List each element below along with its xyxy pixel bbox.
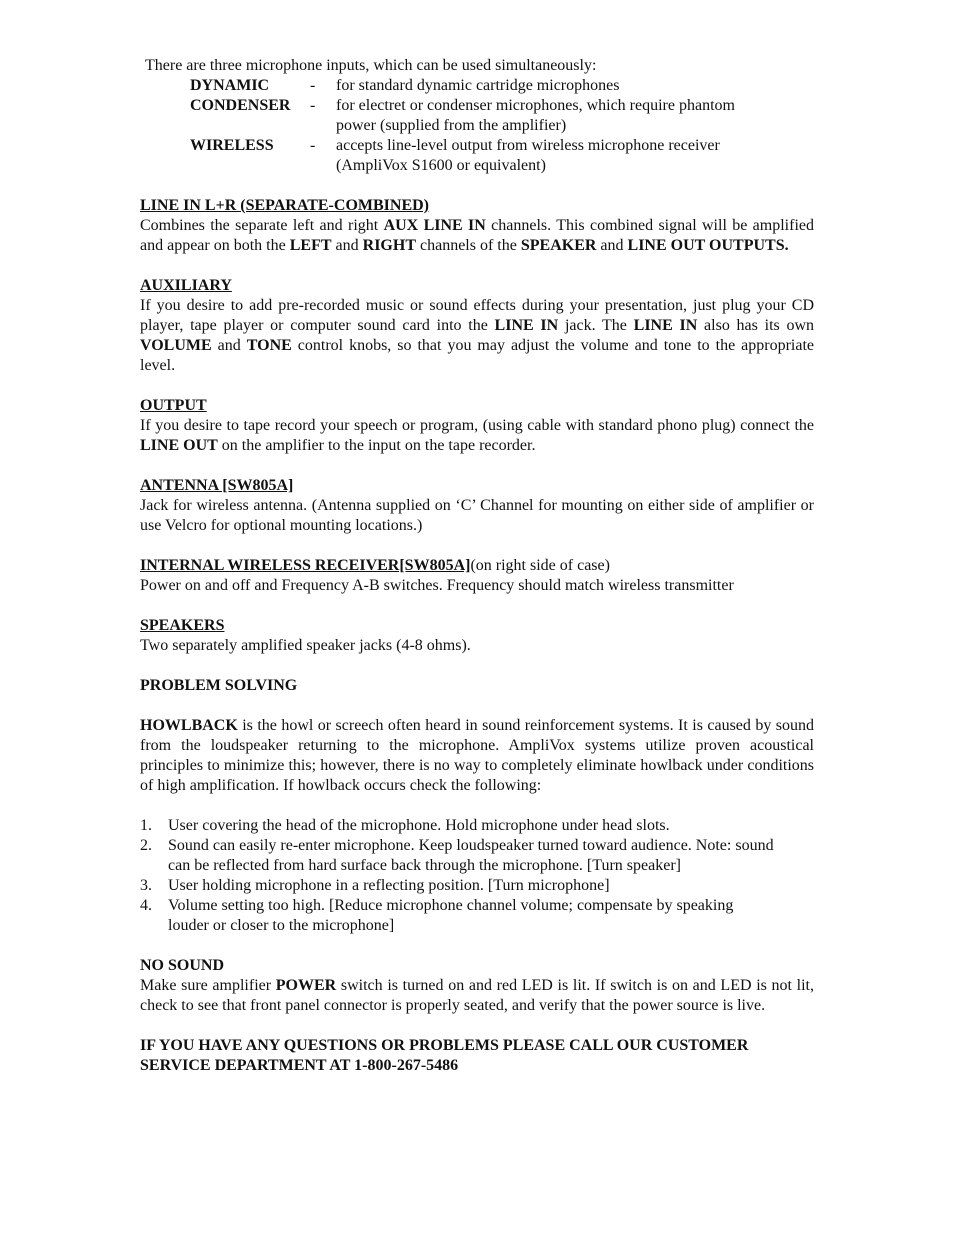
section-checklist [140,816,814,936]
section-antenna [140,476,814,536]
text-run: channels of the [415,237,521,254]
bold-term: LINE IN [633,317,698,334]
section-line-in [140,196,814,256]
bold-term: POWER [275,977,337,994]
heading-line-in: LINE IN L+R (SEPARATE-COMBINED) [140,197,429,214]
receiver-heading-note: (on right side of case) [470,557,610,574]
howlback-text [140,716,814,796]
mic-dash: - [310,77,316,94]
receiver-heading-line [140,556,814,576]
mic-desc: for electret or condenser microphones, which require phantom power (supplied from the amplifier) [336,97,735,134]
text-run: and [596,237,628,254]
heading-output: OUTPUT [140,397,207,414]
contact-line-2: SERVICE DEPARTMENT AT 1-800-267-5486 [140,1057,459,1074]
bold-term: RIGHT [362,237,416,254]
bold-term: LINE OUT [140,437,218,454]
bold-term: AUX LINE IN [383,217,486,234]
heading-auxiliary: AUXILIARY [140,277,232,294]
text-run: also has its own [697,317,815,334]
receiver-text: Power on and off and Frequency A-B switches. Frequency should match wireless transmitter [140,577,734,594]
auxiliary-text [140,296,814,376]
text-run: If you desire to tape record your speech or program, (using cable with standard phono plug) connect the [140,417,814,434]
text-run: If you desire to add pre-recorded music or sound effects during your presentation, just plug your CD player, tape player or computer sound card into the [140,297,814,334]
mic-name: CONDENSER [190,97,291,114]
text-run: and [211,337,247,354]
list-number: 2. [140,837,152,854]
heading-antenna: ANTENNA [SW805A] [140,477,294,494]
text-run: is the howl or screech often heard in sound reinforcement systems. It is caused by sound from the loudspeaker returning to the microphone. AmpliVox systems utilize proven acoustical principles to minimize this; however, there is no way to completely eliminate howlback under conditions of high amplification. If howlback occurs check the following: [140,717,814,794]
text-run: jack. The [558,317,634,334]
list-number: 1. [140,817,152,834]
section-no-sound [140,956,814,1016]
section-output [140,396,814,456]
mic-dash: - [310,137,316,154]
text-run: and [331,237,363,254]
list-item [140,836,814,876]
list-item [140,816,814,836]
line-in-text [140,216,814,256]
list-text: User holding microphone in a reflecting position. [Turn microphone] [168,877,610,894]
text-run: switch is turned on and red LED is lit. If switch is on and LED is not lit, check to see that front panel connector is properly seated, and verify that the power source is live. [140,977,815,1014]
section-auxiliary [140,276,814,376]
bold-term: LINE IN [494,317,559,334]
list-text: User covering the head of the microphone. Hold microphone under head slots. [168,817,670,834]
mic-desc: for standard dynamic cartridge microphones [336,77,620,94]
section-problem-solving [140,676,814,696]
bold-term: SPEAKER [520,237,597,254]
contact-line-1: IF YOU HAVE ANY QUESTIONS OR PROBLEMS PLEASE CALL OUR CUSTOMER [140,1037,749,1054]
mic-inputs-table [190,76,814,176]
text-run: Combines the separate left and right [140,217,384,234]
heading-no-sound: NO SOUND [140,957,225,974]
bold-term: TONE [246,337,292,354]
section-receiver [140,556,814,596]
mic-row-wireless [190,136,814,176]
section-contact [140,1036,814,1076]
text-run: Make sure amplifier [140,977,276,994]
list-item [140,896,814,936]
mic-dash: - [310,97,316,114]
list-number: 3. [140,877,152,894]
bold-term: HOWLBACK [140,717,238,734]
list-item [140,876,814,896]
bold-term: VOLUME [140,337,212,354]
list-text: Sound can easily re-enter microphone. Keep loudspeaker turned toward audience. Note: sound can be reflected from hard surface back through the microphone. [Turn speaker] [168,837,774,874]
document-page [140,56,814,1076]
section-howlback [140,716,814,796]
bold-term: LINE OUT OUTPUTS. [627,237,789,254]
speakers-text: Two separately amplified speaker jacks (4-8 ohms). [140,637,471,654]
section-speakers [140,616,814,656]
text-run: channels. This combined signal will be amplified and appear on both the [140,217,814,254]
list-number: 4. [140,897,152,914]
antenna-text: Jack for wireless antenna. (Antenna supplied on ‘C’ Channel for mounting on either side of amplifier or use Velcro for optional mounting locations.) [140,497,814,534]
bold-term: LEFT [289,237,332,254]
mic-desc: accepts line-level output from wireless microphone receiver (AmpliVox S1600 or equivalent) [336,137,720,174]
heading-speakers: SPEAKERS [140,617,225,634]
mic-row-condenser [190,96,814,136]
no-sound-text [140,976,814,1016]
heading-receiver: INTERNAL WIRELESS RECEIVER[SW805A] [140,557,471,574]
list-text: Volume setting too high. [Reduce microphone channel volume; compensate by speaking louder or closer to the microphone] [168,897,734,934]
heading-problem-solving: PROBLEM SOLVING [140,677,298,694]
mic-intro: There are three microphone inputs, which can be used simultaneously: [145,57,597,74]
text-run: on the amplifier to the input on the tape recorder. [217,437,536,454]
howlback-checklist [140,816,814,936]
mic-name: WIRELESS [190,137,274,154]
mic-row-dynamic [190,76,814,96]
mic-name: DYNAMIC [190,77,270,94]
text-run: control knobs, so that you may adjust the volume and tone to the appropriate level. [140,337,815,374]
output-text [140,416,814,456]
